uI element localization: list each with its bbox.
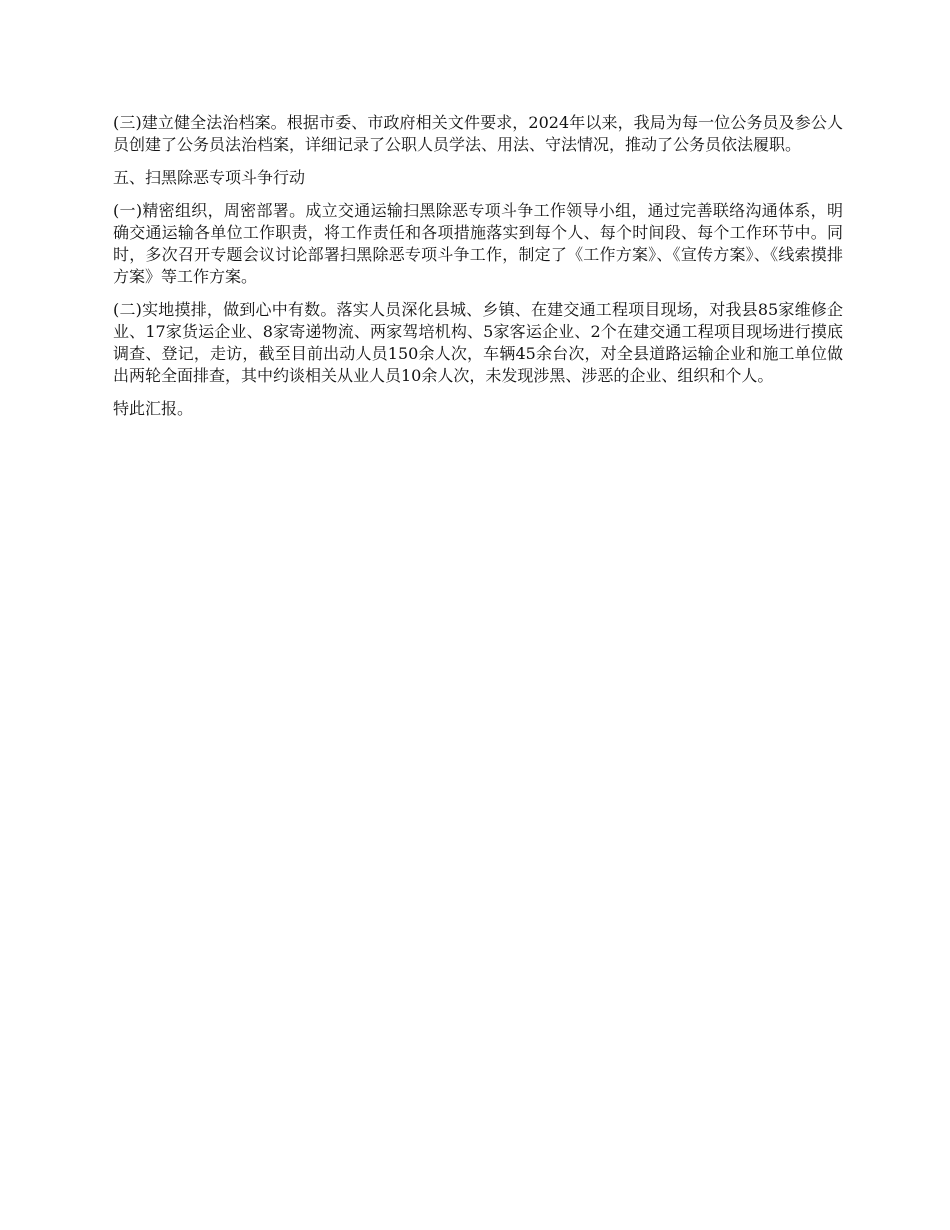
- paragraph-organization: (一)精密组织，周密部署。成立交通运输扫黑除恶专项斗争工作领导小组，通过完善联络沟通体系，明确交通运输各单位工作职责，将工作责任和各项措施落实到每个人、每个时间段、每个工作环节中。同时，多次召开专题会议讨论部署扫黑除恶专项斗争工作，制定了《工作方案》、《宣传方案》、《线索摸排方案》等工作方案。: [113, 201, 843, 286]
- paragraph-field-investigation: (二)实地摸排，做到心中有数。落实人员深化县城、乡镇、在建交通工程项目现场，对我县85家维修企业、17家货运企业、8家寄递物流、两家驾培机构、5家客运企业、2个在建交通工程项目现场进行摸底调查、登记，走访，截至目前出动人员150余人次，车辆45余台次，对全县道路运输企业和施工单位做出两轮全面排查，其中约谈相关从业人员10余人次，未发现涉黑、涉恶的企业、组织和个人。: [113, 300, 843, 385]
- closing-statement: 特此汇报。: [113, 399, 194, 418]
- section-heading-anti-crime: 五、扫黑除恶专项斗争行动: [113, 168, 306, 187]
- paragraph-legal-archives: (三)建立健全法治档案。根据市委、市政府相关文件要求，2024年以来，我局为每一位公务员及参公人员创建了公务员法治档案，详细记录了公职人员学法、用法、守法情况，推动了公务员依法履职。: [113, 113, 843, 154]
- document-body: [113, 112, 843, 431]
